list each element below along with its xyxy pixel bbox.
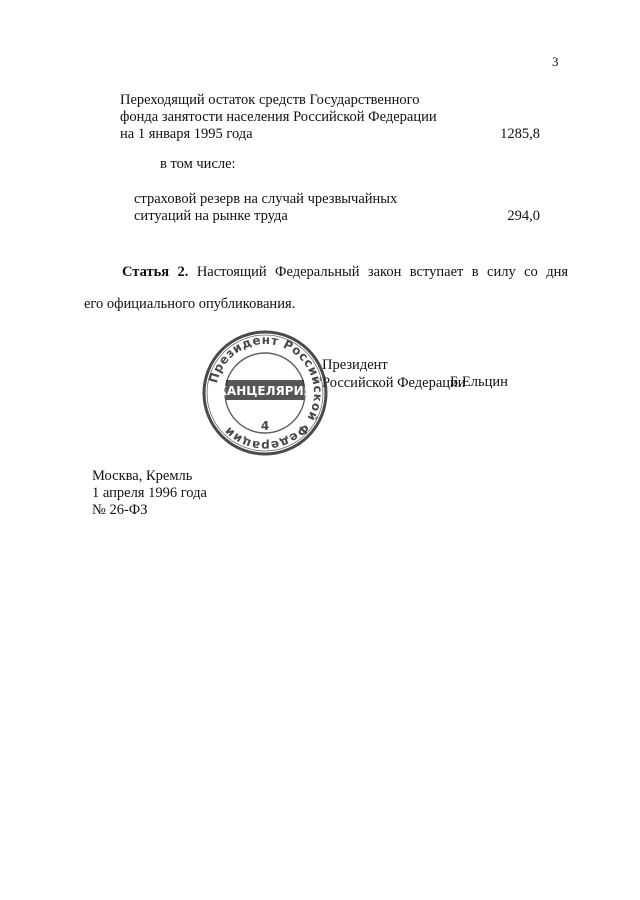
law-number: № 26-ФЗ xyxy=(92,502,148,518)
reserve-line: ситуаций на рынке труда xyxy=(134,208,288,224)
signatory-title xyxy=(322,356,466,392)
page-number: 3 xyxy=(552,54,559,69)
stamp-number: 4 xyxy=(260,419,270,433)
signing-place: Москва, Кремль xyxy=(92,468,193,484)
article-text: Настоящий Федеральный закон вступает в силу со дня xyxy=(196,264,569,280)
signatory-title-line1: Президент xyxy=(322,357,388,373)
official-stamp-icon xyxy=(200,328,330,458)
signatory-name: Б.Ельцин xyxy=(450,374,508,390)
reserve-line: страховой резерв на случай чрезвычайных xyxy=(134,191,398,207)
stamp-center-text: КАНЦЕЛЯРИЯ xyxy=(217,384,313,398)
article-2 xyxy=(84,256,568,320)
document-footer xyxy=(92,468,207,519)
reserve-item xyxy=(134,191,540,225)
signatory-title-line2: Российской Федерации xyxy=(322,375,466,391)
balance-line: фонда занятости населения Российской Федерации xyxy=(120,109,437,125)
balance-line: Переходящий остаток средств Государственного xyxy=(120,92,420,108)
stamp-ring-text: Президент Российской Федерации xyxy=(206,332,326,454)
article-continuation: его официального опубликования. xyxy=(84,296,296,312)
including-label: в том числе: xyxy=(160,156,236,172)
signing-date: 1 апреля 1996 года xyxy=(92,485,207,501)
article-first-line xyxy=(84,256,568,288)
article-heading: Статья 2. xyxy=(122,264,189,280)
balance-line: на 1 января 1995 года xyxy=(120,126,253,142)
balance-item xyxy=(120,92,540,143)
reserve-amount: 294,0 xyxy=(507,208,540,224)
balance-amount: 1285,8 xyxy=(500,126,540,142)
